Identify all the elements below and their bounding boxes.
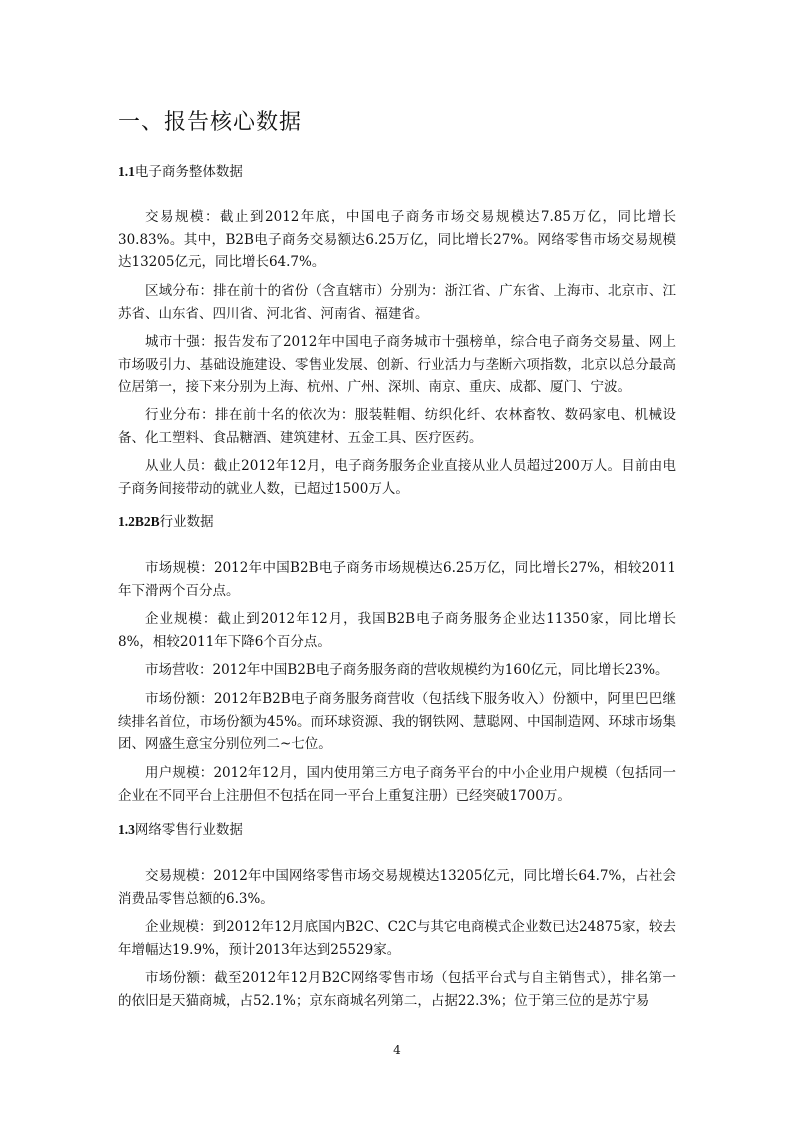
section-title: 电子商务整体数据	[134, 164, 243, 180]
paragraph	[118, 280, 676, 325]
paragraph	[118, 557, 676, 602]
paragraph-label: 从业人员：	[145, 458, 214, 474]
section-heading-1-2	[118, 512, 214, 532]
paragraph-label: 行业分布：	[145, 407, 215, 423]
paragraph-text: 截至2012年12月B2C网络零售市场（包括平台式与自主销售式），排名第一的依旧是天猫商城，占52.1%；京东商城名列第二，占据22.3%；位于第三位的是苏宁易	[118, 970, 677, 1009]
paragraph-text: 2012年B2B电子商务服务商营收（包括线下服务收入）份额中，阿里巴巴继续排名首位，市场份额为45%。而环球资源、我的钢铁网、慧聪网、中国制造网、环球市场集团、网盛生意宝分别位列二~七位。	[118, 691, 677, 752]
paragraph-text: 2012年中国网络零售市场交易规模达13205亿元，同比增长64.7%，占社会消费品零售总额的6.3%。	[118, 868, 677, 907]
paragraph-text: 排在前十名的依次为：服装鞋帽、纺织化纤、农林畜牧、数码家电、机械设备、化工塑料、食品糖酒、建筑建材、五金工具、医疗医药。	[118, 407, 677, 446]
paragraph	[118, 206, 676, 274]
paragraph-label: 企业规模：	[145, 919, 213, 935]
paragraph	[118, 455, 676, 500]
section-heading-1-1	[118, 162, 243, 182]
paragraph-text: 排在前十的省份（含直辖市）分别为：浙江省、广东省、上海市、北京市、江苏省、山东省、四川省、河北省、河南省、福建省。	[118, 283, 677, 322]
paragraph-label: 市场份额：	[145, 970, 215, 986]
page-number: 4	[393, 1043, 401, 1057]
paragraph	[118, 865, 676, 910]
paragraph-label: 市场规模：	[145, 560, 214, 576]
paragraph-text: 2012年中国B2B电子商务服务商的营收规模约为160亿元，同比增长23%。	[212, 662, 669, 678]
paragraph-label: 市场营收：	[145, 662, 213, 678]
paragraph-text: 截止到2012年12月，我国B2B电子商务服务企业达11350家，同比增长8%，相较2011年下降6个百分点。	[118, 611, 676, 650]
paragraph	[118, 916, 676, 961]
section-heading-1-3	[118, 820, 243, 840]
paragraph-label: 区域分布：	[145, 283, 214, 299]
section-number: 1.2B2B	[118, 514, 160, 529]
paragraph-label: 城市十强：	[145, 334, 214, 350]
paragraph-text: 报告发布了2012年中国电子商务城市十强榜单，综合电子商务交易量、网上市场吸引力、基础设施建设、零售业发展、创新、行业活力与垄断六项指数，北京以总分最高位居第一，接下来分别为上海、杭州、广州、深圳、南京、重庆、成都、厦门、宁波。	[118, 334, 677, 395]
paragraph-label: 企业规模：	[145, 611, 218, 627]
section-title: 行业数据	[159, 514, 214, 530]
paragraph	[118, 967, 676, 1012]
section-number: 1.1	[118, 164, 135, 179]
page-heading: 一、报告核心数据	[118, 110, 303, 135]
section-number: 1.3	[118, 822, 135, 837]
paragraph-label: 交易规模：	[145, 209, 221, 225]
paragraph-text: 2012年中国B2B电子商务市场规模达6.25万亿，同比增长27%，相较2011年下滑两个百分点。	[118, 560, 676, 599]
paragraph	[118, 688, 676, 756]
paragraph-text: 2012年12月，国内使用第三方电子商务平台的中小企业用户规模（包括同一企业在不同平台上注册但不包括在同一平台上重复注册）已经突破1700万。	[118, 765, 676, 804]
paragraph	[118, 331, 676, 399]
paragraph-label: 用户规模：	[145, 765, 214, 781]
paragraph	[118, 762, 676, 807]
paragraph-label: 交易规模：	[145, 868, 214, 884]
paragraph	[118, 608, 676, 653]
paragraph-text: 截止到2012年底，中国电子商务市场交易规模达7.85万亿，同比增长30.83%。其中，B2B电子商务交易额达6.25万亿，同比增长27%。网络零售市场交易规模达13205亿元，同比增长64.7%。	[118, 209, 676, 270]
paragraph	[118, 404, 676, 449]
paragraph-label: 市场份额：	[145, 691, 214, 707]
paragraph-text: 截止2012年12月，电子商务服务企业直接从业人员超过200万人。目前由电子商务间接带动的就业人数，已超过1500万人。	[118, 458, 676, 497]
paragraph	[118, 659, 676, 682]
section-title: 网络零售行业数据	[134, 822, 243, 838]
paragraph-text: 到2012年12月底国内B2C、C2C与其它电商模式企业数已达24875家，较去年增幅达19.9%，预计2013年达到25529家。	[118, 919, 677, 958]
